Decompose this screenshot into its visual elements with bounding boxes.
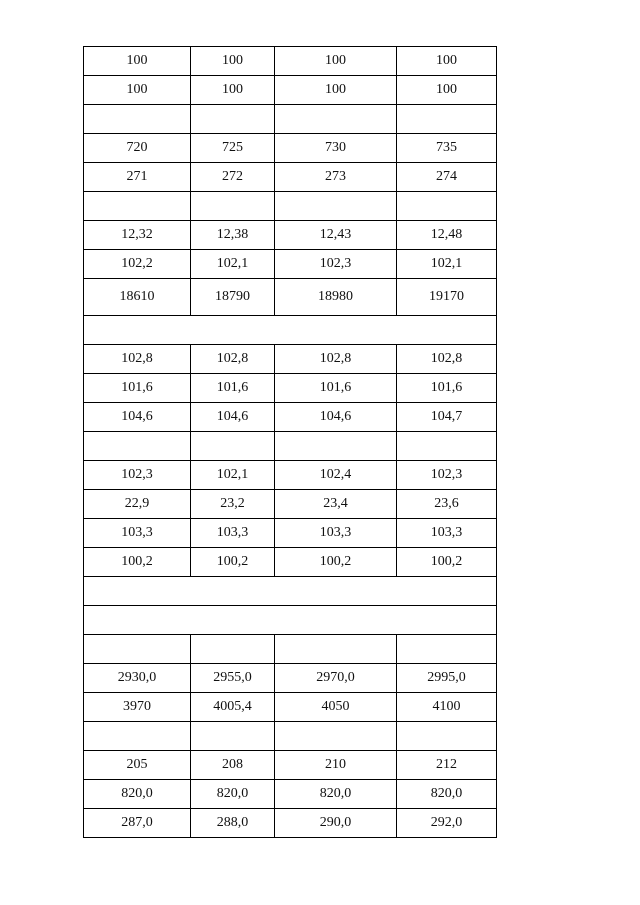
table-cell: 103,3 xyxy=(84,519,191,548)
table-row xyxy=(84,461,497,490)
table-row xyxy=(84,548,497,577)
table-cell: 100 xyxy=(275,76,397,105)
table-row xyxy=(84,693,497,722)
table-row xyxy=(84,134,497,163)
table-cell: 101,6 xyxy=(397,374,497,403)
table-cell-empty xyxy=(397,105,497,134)
table-row xyxy=(84,403,497,432)
table-cell: 12,43 xyxy=(275,221,397,250)
table-cell: 292,0 xyxy=(397,809,497,838)
data-table xyxy=(83,46,497,838)
table-cell: 100 xyxy=(191,76,275,105)
table-row-empty xyxy=(84,105,497,134)
table-row-empty xyxy=(84,577,497,606)
table-cell: 820,0 xyxy=(397,780,497,809)
table-row-empty xyxy=(84,192,497,221)
table-row xyxy=(84,163,497,192)
table-cell: 3970 xyxy=(84,693,191,722)
table-cell-empty xyxy=(397,192,497,221)
table-cell-empty xyxy=(397,635,497,664)
table-cell: 271 xyxy=(84,163,191,192)
table-cell: 12,48 xyxy=(397,221,497,250)
table-cell: 735 xyxy=(397,134,497,163)
table-cell: 102,3 xyxy=(84,461,191,490)
table-cell: 287,0 xyxy=(84,809,191,838)
table-cell: 22,9 xyxy=(84,490,191,519)
table-cell: 2970,0 xyxy=(275,664,397,693)
table-cell: 102,1 xyxy=(191,461,275,490)
table-cell: 102,4 xyxy=(275,461,397,490)
table-row-empty xyxy=(84,635,497,664)
table-cell: 273 xyxy=(275,163,397,192)
table-cell: 730 xyxy=(275,134,397,163)
table-cell-empty xyxy=(84,722,191,751)
table-row xyxy=(84,279,497,316)
table-cell: 12,32 xyxy=(84,221,191,250)
table-cell-empty xyxy=(191,432,275,461)
table-cell: 205 xyxy=(84,751,191,780)
table-cell-empty xyxy=(275,722,397,751)
table-cell-empty xyxy=(84,105,191,134)
table-cell: 720 xyxy=(84,134,191,163)
table-cell: 2995,0 xyxy=(397,664,497,693)
table-cell-empty xyxy=(191,722,275,751)
table-body xyxy=(84,47,497,838)
table-cell: 288,0 xyxy=(191,809,275,838)
table-row xyxy=(84,76,497,105)
table-cell-empty xyxy=(275,192,397,221)
table-cell: 103,3 xyxy=(397,519,497,548)
table-cell-empty xyxy=(275,432,397,461)
table-cell: 19170 xyxy=(397,279,497,316)
table-cell: 12,38 xyxy=(191,221,275,250)
table-row xyxy=(84,490,497,519)
table-cell: 100,2 xyxy=(397,548,497,577)
table-cell: 4100 xyxy=(397,693,497,722)
table-cell-empty xyxy=(84,577,497,606)
table-cell: 100 xyxy=(84,47,191,76)
table-cell-empty xyxy=(84,192,191,221)
table-cell-empty xyxy=(397,432,497,461)
table-cell-empty xyxy=(84,606,497,635)
table-cell: 102,8 xyxy=(84,345,191,374)
table-cell: 272 xyxy=(191,163,275,192)
table-cell: 725 xyxy=(191,134,275,163)
table-row-empty xyxy=(84,722,497,751)
table-cell: 820,0 xyxy=(191,780,275,809)
table-cell: 100,2 xyxy=(275,548,397,577)
table-cell: 100 xyxy=(397,76,497,105)
table-cell: 290,0 xyxy=(275,809,397,838)
table-cell-empty xyxy=(84,316,497,345)
table-cell: 18610 xyxy=(84,279,191,316)
table-cell-empty xyxy=(275,105,397,134)
table-cell: 102,1 xyxy=(191,250,275,279)
table-cell-empty xyxy=(191,635,275,664)
table-row xyxy=(84,250,497,279)
table-cell-empty xyxy=(397,722,497,751)
table-cell-empty xyxy=(84,635,191,664)
table-cell: 100 xyxy=(191,47,275,76)
table-row xyxy=(84,374,497,403)
table-cell: 212 xyxy=(397,751,497,780)
table-cell-empty xyxy=(84,432,191,461)
table-cell: 101,6 xyxy=(191,374,275,403)
table-row xyxy=(84,519,497,548)
table-row-empty xyxy=(84,606,497,635)
table-cell: 101,6 xyxy=(275,374,397,403)
table-cell: 820,0 xyxy=(84,780,191,809)
table-cell: 2955,0 xyxy=(191,664,275,693)
table-cell: 100,2 xyxy=(191,548,275,577)
table-row xyxy=(84,345,497,374)
table-cell-empty xyxy=(191,192,275,221)
table-row xyxy=(84,751,497,780)
table-cell: 100,2 xyxy=(84,548,191,577)
table-cell: 103,3 xyxy=(275,519,397,548)
table-cell: 103,3 xyxy=(191,519,275,548)
table-cell: 4050 xyxy=(275,693,397,722)
table-row-empty xyxy=(84,316,497,345)
table-cell: 102,8 xyxy=(397,345,497,374)
table-cell: 18980 xyxy=(275,279,397,316)
table-cell: 23,4 xyxy=(275,490,397,519)
table-row xyxy=(84,221,497,250)
table-row xyxy=(84,780,497,809)
table-cell: 23,6 xyxy=(397,490,497,519)
table-cell: 18790 xyxy=(191,279,275,316)
table-cell: 102,1 xyxy=(397,250,497,279)
table-cell: 101,6 xyxy=(84,374,191,403)
table-cell: 274 xyxy=(397,163,497,192)
table-cell: 102,8 xyxy=(275,345,397,374)
table-cell: 102,8 xyxy=(191,345,275,374)
table-cell: 104,6 xyxy=(84,403,191,432)
table-cell: 23,2 xyxy=(191,490,275,519)
table-row xyxy=(84,664,497,693)
table-cell: 102,3 xyxy=(397,461,497,490)
table-cell: 4005,4 xyxy=(191,693,275,722)
table-cell: 100 xyxy=(84,76,191,105)
table-cell: 100 xyxy=(397,47,497,76)
table-cell: 102,2 xyxy=(84,250,191,279)
table-cell: 104,7 xyxy=(397,403,497,432)
table-cell-empty xyxy=(191,105,275,134)
table-row-empty xyxy=(84,432,497,461)
table-cell: 210 xyxy=(275,751,397,780)
table-cell: 208 xyxy=(191,751,275,780)
table-cell: 820,0 xyxy=(275,780,397,809)
table-cell: 104,6 xyxy=(275,403,397,432)
table-row xyxy=(84,809,497,838)
table-cell: 104,6 xyxy=(191,403,275,432)
table-cell: 2930,0 xyxy=(84,664,191,693)
table-cell: 100 xyxy=(275,47,397,76)
table-cell: 102,3 xyxy=(275,250,397,279)
table-row xyxy=(84,47,497,76)
table-cell-empty xyxy=(275,635,397,664)
